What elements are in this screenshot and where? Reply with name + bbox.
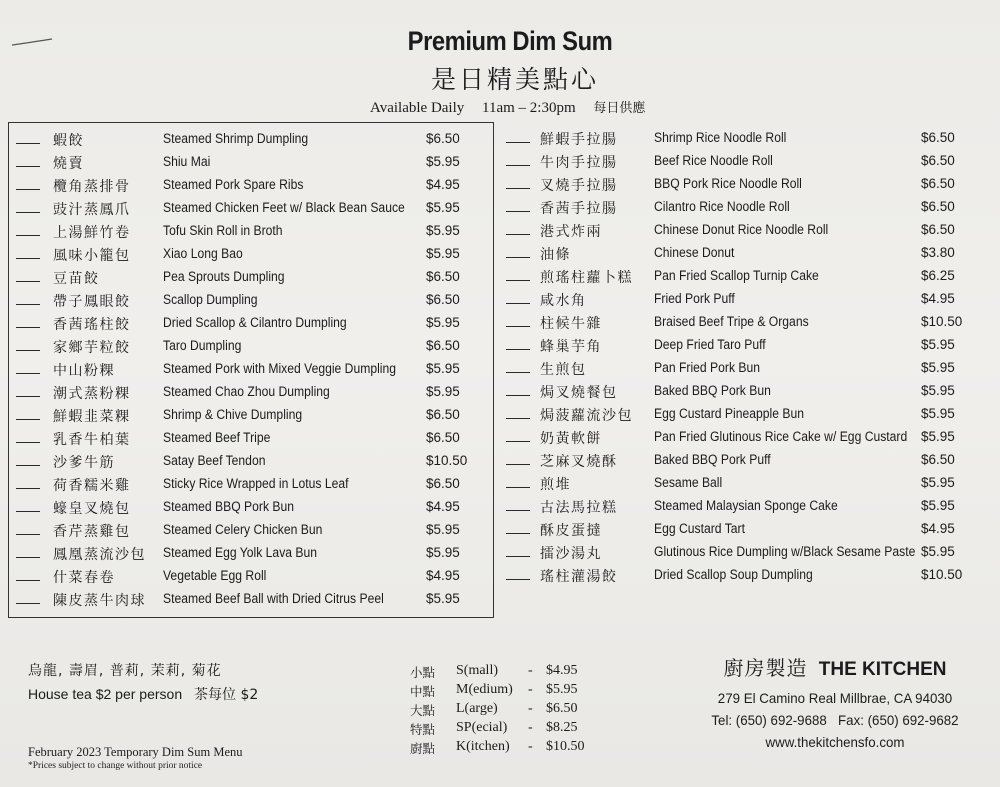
- item-price: $6.50: [921, 130, 955, 145]
- order-quantity-blank[interactable]: [506, 142, 530, 143]
- item-english-name: Baked BBQ Pork Bun: [654, 383, 771, 398]
- size-chinese: 中點: [410, 684, 436, 699]
- item-english-name: Pan Fried Glutinous Rice Cake w/ Egg Custard: [654, 429, 908, 444]
- item-price: $6.50: [921, 199, 955, 214]
- item-price: $6.50: [426, 476, 460, 491]
- item-chinese-name: 豆苗餃: [53, 271, 100, 287]
- size-chinese: 特點: [410, 722, 436, 737]
- item-price: $6.50: [426, 269, 460, 284]
- order-quantity-blank[interactable]: [506, 165, 530, 166]
- item-price: $4.95: [921, 291, 955, 306]
- item-price: $10.50: [426, 453, 468, 468]
- size-row: [410, 739, 600, 758]
- order-quantity-blank[interactable]: [506, 372, 530, 373]
- order-quantity-blank[interactable]: [506, 487, 530, 488]
- order-quantity-blank[interactable]: [16, 327, 40, 328]
- item-english-name: Egg Custard Tart: [654, 521, 745, 536]
- menu-item-row: [16, 221, 486, 244]
- item-chinese-name: 上湯鮮竹卷: [53, 225, 131, 241]
- menu-item-row: [16, 589, 486, 612]
- restaurant-address: 279 El Camino Real Millbrae, CA 94030: [717, 690, 953, 706]
- item-english-name: Steamed Celery Chicken Bun: [163, 522, 323, 537]
- menu-date-note: February 2023 Temporary Dim Sum Menu: [28, 745, 243, 759]
- menu-item-row: [16, 198, 486, 221]
- item-chinese-name: 生煎包: [540, 362, 587, 378]
- item-price: $6.50: [921, 176, 955, 191]
- item-english-name: Shrimp Rice Noodle Roll: [654, 130, 787, 145]
- item-price: $5.95: [426, 361, 460, 376]
- size-dash: -: [528, 701, 533, 716]
- item-chinese-name: 潮式蒸粉粿: [53, 386, 131, 402]
- item-chinese-name: 酥皮蛋撻: [540, 523, 602, 539]
- item-price: $5.95: [921, 360, 955, 375]
- item-english-name: Sticky Rice Wrapped in Lotus Leaf: [163, 476, 349, 491]
- item-chinese-name: 燒賣: [53, 156, 84, 172]
- menu-item-row: [506, 289, 976, 312]
- item-english-name: Fried Pork Puff: [654, 291, 735, 306]
- menu-item-row: [16, 382, 486, 405]
- menu-item-row: [16, 175, 486, 198]
- order-quantity-blank[interactable]: [16, 189, 40, 190]
- menu-item-row: [506, 243, 976, 266]
- menu-item-row: [16, 566, 486, 589]
- item-price: $5.95: [426, 522, 460, 537]
- telephone: Tel: (650) 692-9688: [711, 712, 827, 728]
- item-english-name: Shrimp & Chive Dumpling: [163, 407, 303, 422]
- restaurant-name: [700, 652, 970, 681]
- item-english-name: Glutinous Rice Dumpling w/Black Sesame Paste: [654, 544, 916, 559]
- menu-item-row: [16, 359, 486, 382]
- item-chinese-name: 古法馬拉糕: [540, 500, 618, 516]
- order-quantity-blank[interactable]: [16, 419, 40, 420]
- item-english-name: Pea Sprouts Dumpling: [163, 269, 285, 284]
- availability-line: [370, 97, 659, 117]
- size-chinese: 小點: [410, 665, 436, 680]
- order-quantity-blank[interactable]: [16, 143, 40, 144]
- item-price: $3.80: [921, 245, 955, 260]
- order-quantity-blank[interactable]: [16, 304, 40, 305]
- order-quantity-blank[interactable]: [16, 488, 40, 489]
- item-english-name: Steamed Pork Spare Ribs: [163, 177, 304, 192]
- size-row: [410, 720, 600, 739]
- item-english-name: Dried Scallop Soup Dumpling: [654, 567, 813, 582]
- item-english-name: Egg Custard Pineapple Bun: [654, 406, 804, 421]
- order-quantity-blank[interactable]: [506, 349, 530, 350]
- item-price: $6.50: [426, 131, 460, 146]
- order-quantity-blank[interactable]: [506, 395, 530, 396]
- order-quantity-blank[interactable]: [506, 579, 530, 580]
- menu-item-row: [506, 473, 976, 496]
- item-english-name: Beef Rice Noodle Roll: [654, 153, 773, 168]
- item-chinese-name: 煎堆: [540, 477, 571, 493]
- item-english-name: Shiu Mai: [163, 154, 211, 169]
- item-chinese-name: 陳皮蒸牛肉球: [53, 593, 146, 609]
- item-english-name: Baked BBQ Pork Puff: [654, 452, 771, 467]
- order-quantity-blank[interactable]: [16, 603, 40, 604]
- item-chinese-name: 風味小籠包: [53, 248, 131, 264]
- size-label: K(itchen): [456, 739, 510, 754]
- size-dash: -: [528, 739, 533, 754]
- item-price: $5.95: [921, 337, 955, 352]
- menu-item-row: [16, 405, 486, 428]
- item-price: $5.95: [921, 498, 955, 513]
- size-price: $4.95: [546, 663, 578, 678]
- order-quantity-blank[interactable]: [506, 303, 530, 304]
- item-price: $4.95: [921, 521, 955, 536]
- item-chinese-name: 香茜瑤柱餃: [53, 317, 131, 333]
- tea-section: [28, 660, 258, 704]
- item-price: $5.95: [426, 591, 460, 606]
- item-english-name: Chinese Donut: [654, 245, 735, 260]
- menu-item-row: [506, 266, 976, 289]
- item-price: $5.95: [426, 545, 460, 560]
- item-chinese-name: 奶黃軟餅: [540, 431, 602, 447]
- item-price: $5.95: [426, 154, 460, 169]
- item-chinese-name: 焗菠蘿流沙包: [540, 408, 633, 424]
- item-price: $4.95: [426, 568, 460, 583]
- item-price: $6.50: [426, 407, 460, 422]
- item-chinese-name: 什菜春卷: [53, 570, 115, 586]
- item-price: $5.95: [426, 246, 460, 261]
- item-chinese-name: 蝦餃: [53, 133, 84, 149]
- item-price: $6.50: [426, 338, 460, 353]
- item-chinese-name: 香茜手拉腸: [540, 201, 618, 217]
- house-tea-line: [28, 684, 258, 704]
- order-quantity-blank[interactable]: [16, 465, 40, 466]
- size-label: SP(ecial): [456, 720, 508, 735]
- size-row: [410, 663, 600, 682]
- menu-item-row: [16, 244, 486, 267]
- size-price: $8.25: [546, 720, 578, 735]
- item-price: $10.50: [921, 314, 963, 329]
- menu-item-row: [506, 335, 976, 358]
- item-chinese-name: 焗叉燒餐包: [540, 385, 618, 401]
- order-quantity-blank[interactable]: [16, 212, 40, 213]
- size-chinese: 廚點: [410, 741, 436, 756]
- left-menu-list: [16, 129, 486, 612]
- order-quantity-blank[interactable]: [16, 511, 40, 512]
- item-english-name: Steamed Pork with Mixed Veggie Dumpling: [163, 361, 397, 376]
- order-quantity-blank[interactable]: [16, 350, 40, 351]
- tea-varieties: 烏龍, 壽眉, 普莉, 茉莉, 菊花: [28, 663, 222, 679]
- size-dash: -: [528, 720, 533, 735]
- menu-item-row: [16, 336, 486, 359]
- order-quantity-blank[interactable]: [16, 396, 40, 397]
- menu-title: Premium Dim Sum: [407, 26, 613, 56]
- item-english-name: Tofu Skin Roll in Broth: [163, 223, 283, 238]
- order-quantity-blank[interactable]: [506, 234, 530, 235]
- item-english-name: Steamed Beef Tripe: [163, 430, 271, 445]
- item-chinese-name: 芝麻叉燒酥: [540, 454, 618, 470]
- order-quantity-blank[interactable]: [506, 441, 530, 442]
- order-quantity-blank[interactable]: [506, 418, 530, 419]
- item-price: $5.95: [921, 544, 955, 559]
- item-chinese-name: 擂沙湯丸: [540, 546, 602, 562]
- item-chinese-name: 叉燒手拉腸: [540, 178, 618, 194]
- order-quantity-blank[interactable]: [16, 442, 40, 443]
- restaurant-name-chinese: 廚房製造: [723, 656, 808, 680]
- menu-item-row: [16, 267, 486, 290]
- size-dash: -: [528, 682, 533, 697]
- item-price: $10.50: [921, 567, 963, 582]
- size-label: S(mall): [456, 663, 498, 678]
- order-quantity-blank[interactable]: [506, 280, 530, 281]
- item-english-name: Steamed BBQ Pork Bun: [163, 499, 295, 514]
- order-quantity-blank[interactable]: [506, 326, 530, 327]
- item-english-name: Cilantro Rice Noodle Roll: [654, 199, 790, 214]
- restaurant-phones: [707, 712, 964, 728]
- menu-item-row: [16, 290, 486, 313]
- size-price: $10.50: [546, 739, 585, 754]
- menu-item-row: [16, 520, 486, 543]
- order-quantity-blank[interactable]: [506, 464, 530, 465]
- menu-item-row: [506, 128, 976, 151]
- pen-scribble: [10, 36, 54, 48]
- item-chinese-name: 沙爹牛筋: [53, 455, 115, 471]
- size-row: [410, 701, 600, 720]
- item-chinese-name: 中山粉粿: [53, 363, 115, 379]
- item-english-name: Steamed Beef Ball with Dried Citrus Peel: [163, 591, 384, 606]
- item-english-name: Dried Scallop & Cilantro Dumpling: [163, 315, 347, 330]
- item-english-name: Deep Fried Taro Puff: [654, 337, 766, 352]
- size-row: [410, 682, 600, 701]
- item-chinese-name: 家鄉芋粒餃: [53, 340, 131, 356]
- availability-label: Available Daily: [370, 100, 465, 116]
- order-quantity-blank[interactable]: [506, 188, 530, 189]
- size-price-legend: [410, 663, 600, 758]
- item-price: $4.95: [426, 499, 460, 514]
- item-english-name: Steamed Chicken Feet w/ Black Bean Sauce: [163, 200, 405, 215]
- order-quantity-blank[interactable]: [16, 235, 40, 236]
- menu-item-row: [16, 428, 486, 451]
- item-english-name: BBQ Pork Rice Noodle Roll: [654, 176, 802, 191]
- item-price: $5.95: [426, 315, 460, 330]
- item-english-name: Vegetable Egg Roll: [163, 568, 267, 583]
- menu-item-row: [16, 497, 486, 520]
- item-chinese-name: 港式炸兩: [540, 224, 602, 240]
- item-english-name: Steamed Egg Yolk Lava Bun: [163, 545, 318, 560]
- item-chinese-name: 鳳凰蒸流沙包: [53, 547, 146, 563]
- house-tea-price: House tea $2 per person: [28, 686, 183, 702]
- menu-item-row: [506, 450, 976, 473]
- size-label: L(arge): [456, 701, 498, 716]
- item-price: $5.95: [426, 200, 460, 215]
- order-quantity-blank[interactable]: [16, 557, 40, 558]
- menu-item-row: [506, 565, 976, 588]
- item-chinese-name: 蠔皇叉燒包: [53, 501, 131, 517]
- item-price: $4.95: [426, 177, 460, 192]
- order-quantity-blank[interactable]: [506, 533, 530, 534]
- menu-item-row: [16, 129, 486, 152]
- fax: Fax: (650) 692-9682: [838, 712, 959, 728]
- size-chinese: 大點: [410, 703, 436, 718]
- order-quantity-blank[interactable]: [16, 166, 40, 167]
- item-chinese-name: 豉汁蒸鳳爪: [53, 202, 131, 218]
- item-english-name: Chinese Donut Rice Noodle Roll: [654, 222, 829, 237]
- item-price: $6.50: [921, 222, 955, 237]
- menu-item-row: [506, 358, 976, 381]
- item-price: $6.50: [921, 452, 955, 467]
- restaurant-name-english: THE KITCHEN: [818, 659, 947, 680]
- order-quantity-blank[interactable]: [16, 580, 40, 581]
- item-chinese-name: 蜂巢芋角: [540, 339, 602, 355]
- size-dash: -: [528, 663, 533, 678]
- price-change-note: *Prices subject to change without prior notice: [28, 761, 203, 771]
- item-english-name: Taro Dumpling: [163, 338, 242, 353]
- item-chinese-name: 牛肉手拉腸: [540, 155, 618, 171]
- item-chinese-name: 鮮蝦手拉腸: [540, 132, 618, 148]
- menu-item-row: [506, 220, 976, 243]
- item-english-name: Xiao Long Bao: [163, 246, 243, 261]
- item-chinese-name: 帶子鳳眼餃: [53, 294, 131, 310]
- menu-item-row: [16, 313, 486, 336]
- item-price: $6.50: [426, 292, 460, 307]
- item-price: $5.95: [426, 223, 460, 238]
- menu-item-row: [506, 197, 976, 220]
- menu-item-row: [16, 451, 486, 474]
- house-tea-chinese: 茶每位 $2: [194, 687, 259, 703]
- item-english-name: Braised Beef Tripe & Organs: [654, 314, 809, 329]
- size-label: M(edium): [456, 682, 513, 697]
- menu-item-row: [506, 427, 976, 450]
- item-chinese-name: 瑤柱灌湯餃: [540, 569, 618, 585]
- item-chinese-name: 柱候牛雜: [540, 316, 602, 332]
- item-english-name: Pan Fried Scallop Turnip Cake: [654, 268, 819, 283]
- restaurant-website[interactable]: www.thekitchensfo.com: [765, 734, 905, 750]
- restaurant-info: [700, 652, 970, 750]
- menu-item-row: [506, 496, 976, 519]
- menu-item-row: [16, 474, 486, 497]
- item-english-name: Steamed Shrimp Dumpling: [163, 131, 309, 146]
- item-chinese-name: 荷香糯米雞: [53, 478, 131, 494]
- item-price: $5.95: [921, 475, 955, 490]
- item-english-name: Steamed Chao Zhou Dumpling: [163, 384, 330, 399]
- item-price: $6.50: [426, 430, 460, 445]
- item-english-name: Satay Beef Tendon: [163, 453, 266, 468]
- menu-note: [28, 745, 243, 771]
- order-quantity-blank[interactable]: [16, 373, 40, 374]
- order-quantity-blank[interactable]: [506, 510, 530, 511]
- menu-item-row: [506, 151, 976, 174]
- order-quantity-blank[interactable]: [506, 556, 530, 557]
- order-quantity-blank[interactable]: [506, 257, 530, 258]
- size-price: $6.50: [546, 701, 578, 716]
- menu-item-row: [506, 542, 976, 565]
- item-price: $5.95: [921, 383, 955, 398]
- item-english-name: Pan Fried Pork Bun: [654, 360, 761, 375]
- item-price: $5.95: [921, 429, 955, 444]
- item-english-name: Scallop Dumpling: [163, 292, 258, 307]
- item-price: $5.95: [921, 406, 955, 421]
- menu-item-row: [506, 174, 976, 197]
- order-quantity-blank[interactable]: [506, 211, 530, 212]
- item-chinese-name: 咸水角: [540, 293, 587, 309]
- availability-chinese: 每日供應: [593, 101, 646, 116]
- order-quantity-blank[interactable]: [16, 258, 40, 259]
- menu-item-row: [506, 519, 976, 542]
- item-english-name: Steamed Malaysian Sponge Cake: [654, 498, 838, 513]
- menu-title-chinese: 是日精美點心: [430, 65, 599, 94]
- item-price: $6.50: [921, 153, 955, 168]
- menu-item-row: [506, 381, 976, 404]
- item-price: $5.95: [426, 384, 460, 399]
- item-english-name: Sesame Ball: [654, 475, 723, 490]
- size-price: $5.95: [546, 682, 578, 697]
- item-chinese-name: 油條: [540, 247, 571, 263]
- item-chinese-name: 鮮蝦韭菜粿: [53, 409, 131, 425]
- item-chinese-name: 欖角蒸排骨: [53, 179, 131, 195]
- item-chinese-name: 香芹蒸雞包: [53, 524, 131, 540]
- menu-item-row: [16, 152, 486, 175]
- item-chinese-name: 乳香牛柏葉: [53, 432, 131, 448]
- right-menu-list: [506, 128, 976, 588]
- menu-item-row: [506, 404, 976, 427]
- menu-item-row: [506, 312, 976, 335]
- menu-item-row: [16, 543, 486, 566]
- hours-text: 11am – 2:30pm: [482, 100, 576, 116]
- item-chinese-name: 煎瑤柱蘿卜糕: [540, 270, 633, 286]
- order-quantity-blank[interactable]: [16, 534, 40, 535]
- order-quantity-blank[interactable]: [16, 281, 40, 282]
- item-price: $6.25: [921, 268, 955, 283]
